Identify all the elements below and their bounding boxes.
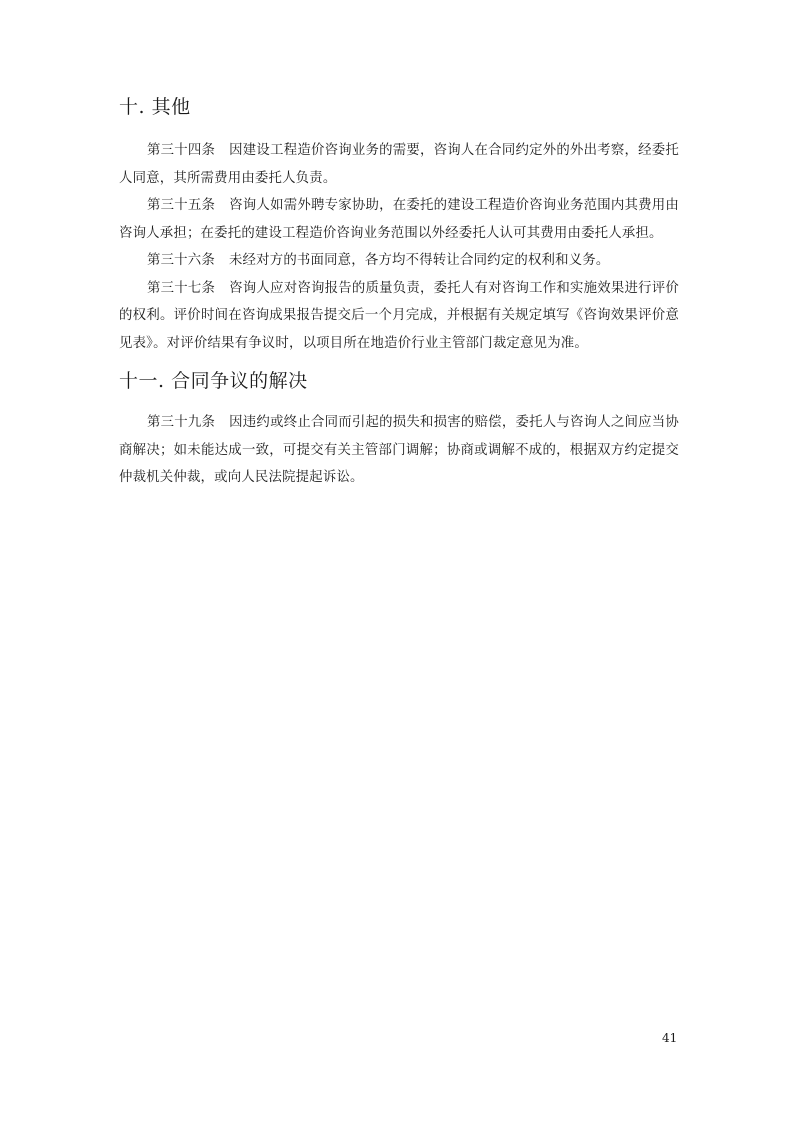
clause-number: 第三十六条: [147, 253, 215, 268]
page-content: [119, 93, 679, 492]
section-heading-other: 十. 其他: [119, 96, 191, 118]
clause-text: 咨询人如需外聘专家协助，在委托的建设工程造价咨询业务范围内其费用由咨询人承担；在委托的建设工程造价咨询业务范围以外经委托人认可其费用由委托人承担。: [119, 198, 679, 241]
clause-36: [119, 247, 679, 275]
clause-number: 第三十七条: [147, 280, 216, 296]
clause-number: 第三十四条: [147, 143, 216, 158]
clause-35: [119, 192, 679, 247]
clause-37: [119, 275, 679, 358]
clause-34: [119, 137, 679, 192]
clause-text: 因建设工程造价咨询业务的需要，咨询人在合同约定外的外出考察，经委托人同意，其所需费用由委托人负责。: [119, 143, 679, 186]
clause-number: 第三十九条: [147, 415, 216, 430]
clause-number: 第三十五条: [147, 198, 216, 213]
clause-39: [119, 409, 679, 492]
clause-text: 未经对方的书面同意，各方均不得转让合同约定的权利和义务。: [228, 253, 610, 268]
clause-text: 因违约或终止合同而引起的损失和损害的赔偿，委托人与咨询人之间应当协商解决；如未能达成一致，可提交有关主管部门调解；协商或调解不成的，根据双方约定提交仲裁机关仲裁，或向人民法院提起诉讼。: [119, 415, 679, 485]
section-heading-dispute-resolution: 十一. 合同争议的解决: [119, 370, 308, 392]
page-number: 41: [662, 1031, 678, 1045]
clause-text: 咨询人应对咨询报告的质量负责，委托人有对咨询工作和实施效果进行评价的权利。评价时间在咨询成果报告提交后一个月完成，并根据有关规定填写《咨询效果评价意见表》。对评价结果有争议时，以项目所在地造价行业主管部门裁定意见为准。: [119, 280, 679, 351]
